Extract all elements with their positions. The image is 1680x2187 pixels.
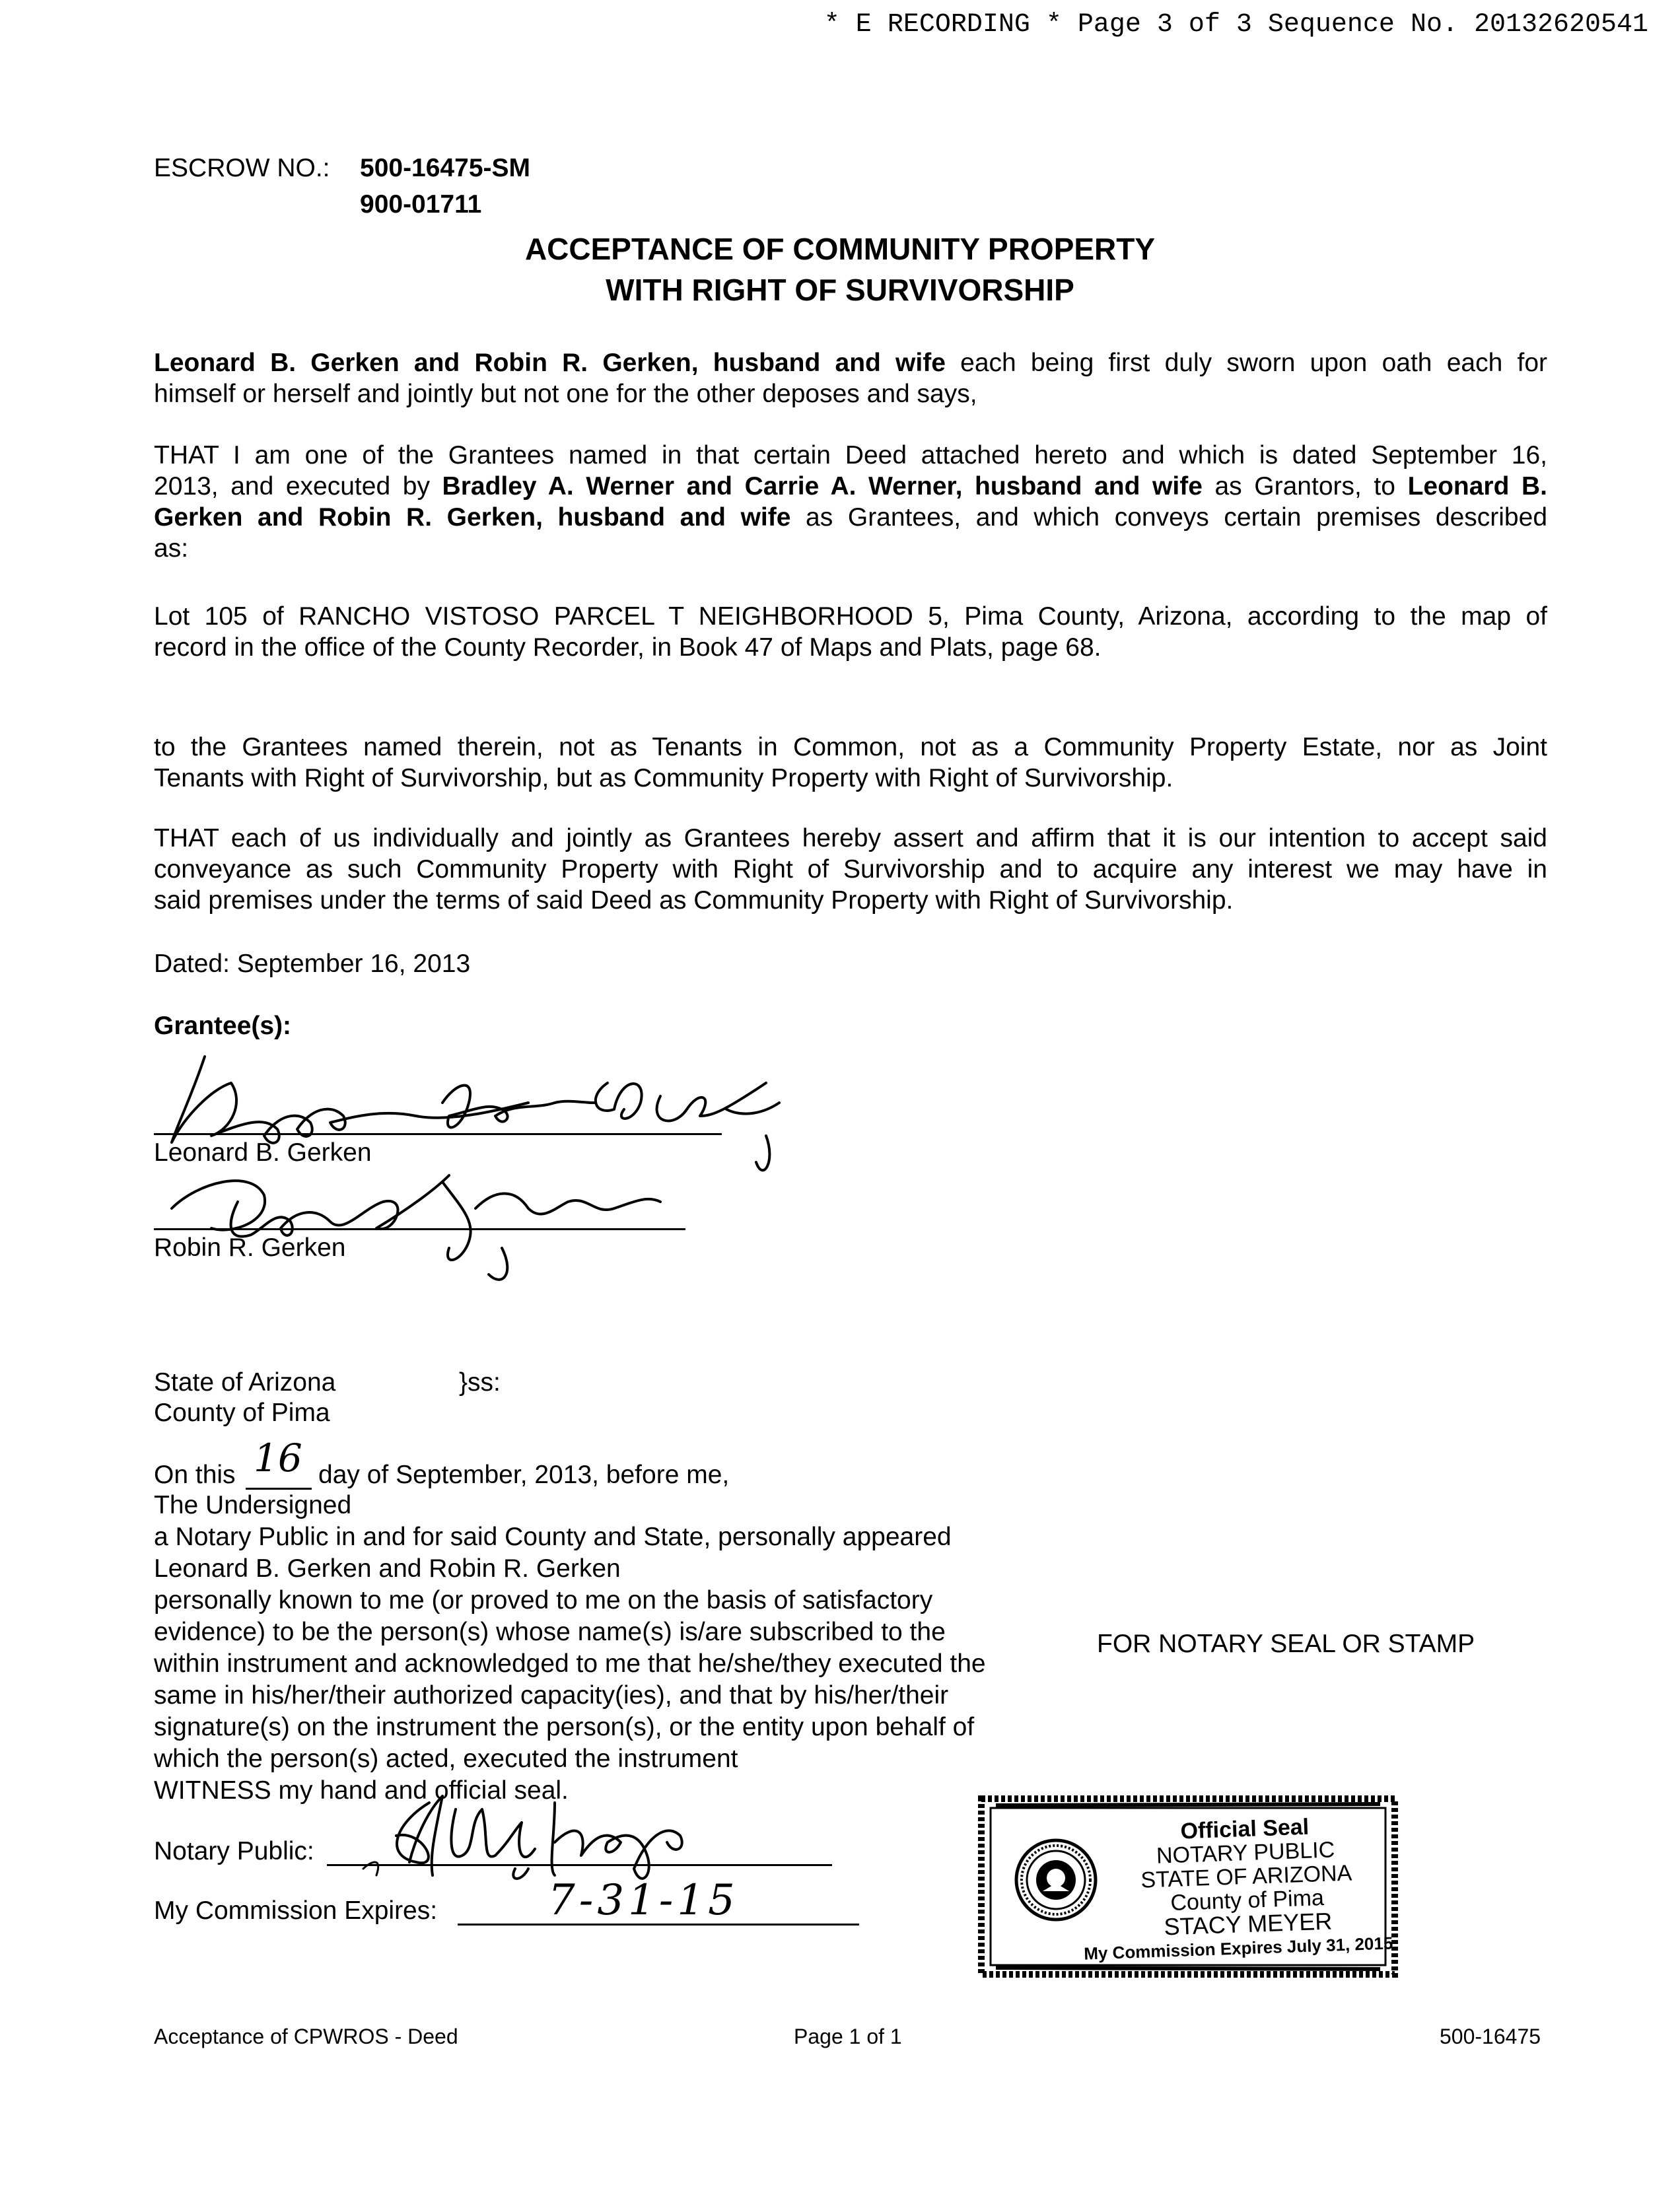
- footer-file-number: 500-16475: [1440, 2025, 1541, 2048]
- escrow-label: ESCROW NO.:: [154, 154, 330, 182]
- notary-signature: [357, 1783, 753, 1889]
- day-value: 16: [254, 1436, 302, 1480]
- escrow-number: 500-16475-SM: [360, 154, 530, 182]
- grantees-label: Grantee(s):: [154, 1012, 292, 1040]
- notary-acknowledgment: a Notary Public in and for said County and State, personally appeared Leonard B. Gerken and Robin R. Gerken personally known to me (or proved to me on the basis of satisfactory evidence) to be the person(s) whose name(s) is/are subscribed to the within instrument and acknowledged to me that he/she/they executed the same in his/her/their authorized capacity(ies), and that by his/her/their signature(s) on the instrument the person(s), or the entity upon behalf of which the person(s) acted, executed the instrument WITNESS my hand and official seal.: [154, 1523, 986, 1805]
- signer-name-2: Robin R. Gerken: [154, 1233, 346, 1262]
- grantee-names: Leonard B. Gerken and Robin R. Gerken, husband and wife: [154, 349, 946, 377]
- recording-header: * E RECORDING * Page 3 of 3 Sequence No. 20132620541: [823, 10, 1648, 40]
- official-seal-stamp: [976, 1795, 1400, 1978]
- notary-public-label: Notary Public:: [154, 1837, 314, 1865]
- county-label: County of Pima: [154, 1399, 330, 1427]
- ss-label: }ss:: [459, 1368, 501, 1397]
- seal-text: Official Seal NOTARY PUBLIC STATE OF ARIZONA County of Pima STACY MEYER My Commission Expires July 31, 2015: [1083, 1814, 1393, 1964]
- on-this-label: On this: [154, 1461, 236, 1489]
- dated-line: Dated: September 16, 2013: [154, 950, 471, 978]
- day-rest: day of September, 2013, before me,: [318, 1461, 730, 1489]
- arizona-state-seal-icon: [1013, 1837, 1099, 1923]
- document-title: ACCEPTANCE OF COMMUNITY PROPERTY: [524, 232, 1156, 266]
- grantor-names: Bradley A. Werner and Carrie A. Werner, husband and wife: [442, 472, 1203, 501]
- undersigned-line: The Undersigned: [154, 1491, 352, 1519]
- deed-reference-paragraph: THAT I am one of the Grantees named in that certain Deed attached hereto and which is dated September 16, 2013, and executed by Bradley A. Werner and Carrie A. Werner, husband and wife as Grantors, to Leonard B. Gerken and Robin R. Gerken, husband and wife as Grantees, and which conveys certain premises described as:: [154, 441, 1548, 563]
- commission-expires-label: My Commission Expires:: [154, 1896, 438, 1925]
- tenancy-paragraph: to the Grantees named therein, not as Tenants in Common, not as a Community Property Estate, nor as Joint Tenants with Right of Survivorship, but as Community Property with Right of Survivorship.: [154, 733, 1547, 792]
- seal-stamp-label: FOR NOTARY SEAL OR STAMP: [1097, 1630, 1475, 1658]
- signer-name-1: Leonard B. Gerken: [154, 1138, 372, 1167]
- footer-document-name: Acceptance of CPWROS - Deed: [154, 2025, 458, 2048]
- document-subtitle: WITH RIGHT OF SURVIVORSHIP: [606, 273, 1074, 307]
- state-label: State of Arizona: [154, 1368, 336, 1397]
- grantee-signatures: [132, 1037, 792, 1288]
- intro-paragraph: Leonard B. Gerken and Robin R. Gerken, husband and wife each being first duly sworn upon oath each for himself or herself and jointly but not one for the other deposes and says,: [154, 349, 1547, 408]
- affirmation-paragraph: THAT each of us individually and jointly as Grantees hereby assert and affirm that it is our intention to accept said conveyance as such Community Property with Right of Survivorship and to acquire any interest we may have in said premises under the terms of said Deed as Community Property with Right of Survivorship.: [154, 824, 1547, 915]
- commission-expires-value: 7-31-15: [548, 1876, 739, 1925]
- escrow-number-secondary: 900-01711: [360, 190, 482, 219]
- footer-page-number: Page 1 of 1: [794, 2025, 902, 2048]
- legal-description: Lot 105 of RANCHO VISTOSO PARCEL T NEIGHBORHOOD 5, Pima County, Arizona, according to the map of record in the office of the County Recorder, in Book 47 of Maps and Plats, page 68.: [154, 602, 1547, 662]
